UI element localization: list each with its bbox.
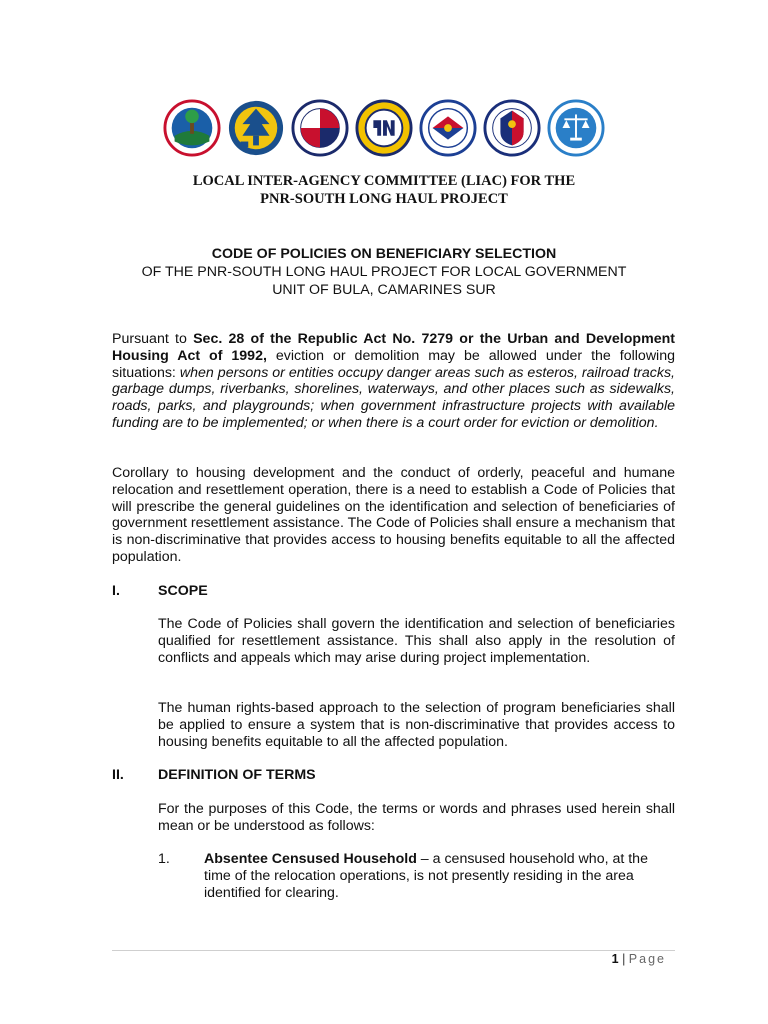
seal-logo-5-icon <box>419 99 477 157</box>
section-definitions-title: DEFINITION OF TERMS <box>158 767 316 783</box>
paragraph-pursuant-lead: Pursuant to <box>112 331 194 347</box>
section-scope-number: I. <box>112 583 120 599</box>
page-number: 1 <box>611 952 619 966</box>
paragraph-pursuant-mid: eviction or demolition may be allowed under the following situations: <box>112 347 675 381</box>
scope-paragraph-1: The Code of Policies shall govern the identification and selection of beneficiaries qualified for resettlement assistance. This shall also apply in the resolution of conflicts and appeals which may arise during project implementation. <box>158 616 675 666</box>
page-separator: | <box>618 952 629 966</box>
page-number-footer <box>612 952 666 966</box>
definitions-intro: For the purposes of this Code, the terms or words and phrases used herein shall mean or be understood as follows: <box>158 801 675 834</box>
paragraph-corollary: Corollary to housing development and the conduct of orderly, peaceful and humane relocation and resettlement operation, there is a need to establish a Code of Policies that will prescribe the general guidelines on the identification and selection of beneficiaries of government resettlement assistance. The Code of Policies shall ensure a mechanism that is non-discriminative that provides access to housing benefits equitable to all the affected population. <box>112 465 675 565</box>
code-title <box>0 245 768 299</box>
section-definitions-number: II. <box>112 767 124 783</box>
seal-logo-6-icon <box>483 99 541 157</box>
seal-logo-7-icon <box>547 99 605 157</box>
definition-item-1 <box>158 851 675 901</box>
definition-item-1-number: 1. <box>158 851 170 867</box>
section-definitions-heading <box>112 767 316 784</box>
code-title-line2: OF THE PNR-SOUTH LONG HAUL PROJECT FOR LOCAL GOVERNMENT <box>141 264 627 280</box>
paragraph-pursuant <box>112 331 675 432</box>
scope-paragraph-2: The human rights-based approach to the selection of program beneficiaries shall be applied to ensure a system that is non-discriminative that provides access to housing benefits equitable to all the affected population. <box>158 700 675 750</box>
section-scope-title: SCOPE <box>158 583 208 599</box>
page-word: Page <box>628 952 666 966</box>
code-title-line1: CODE OF POLICIES ON BENEFICIARY SELECTION <box>211 246 557 262</box>
committee-header-line2: PNR-SOUTH LONG HAUL PROJECT <box>260 191 508 207</box>
code-title-line3: UNIT OF BULA, CAMARINES SUR <box>272 282 496 298</box>
seal-logo-2-icon <box>227 99 285 157</box>
section-scope-heading <box>112 583 208 600</box>
logo-row <box>0 99 768 157</box>
paragraph-pursuant-situations: when persons or entities occupy danger areas such as esteros, railroad tracks, garbage dumps, riverbanks, shorelines, waterways, and other places such as sidewalks, roads, parks, and playgrounds; when government infrastructure projects with available funding are to be implemented; or when there is a court order for eviction or demolition. <box>112 364 675 431</box>
definition-item-1-term: Absentee Censused Household <box>204 851 417 867</box>
committee-header-line1: LOCAL INTER-AGENCY COMMITTEE (LIAC) FOR THE <box>192 173 576 189</box>
paragraph-pursuant-law: Sec. 28 of the Republic Act No. 7279 or the Urban and Development Housing Act of 1992, <box>112 331 675 364</box>
definition-item-1-text <box>204 851 675 901</box>
seal-logo-3-icon <box>291 99 349 157</box>
committee-header <box>0 172 768 208</box>
definition-item-1-definition: – a censused household who, at the time of the relocation operations, is not presently residing in the area identified for clearing. <box>204 851 648 901</box>
footer-divider <box>112 950 675 951</box>
seal-logo-4-icon <box>355 99 413 157</box>
seal-logo-1-icon <box>163 99 221 157</box>
